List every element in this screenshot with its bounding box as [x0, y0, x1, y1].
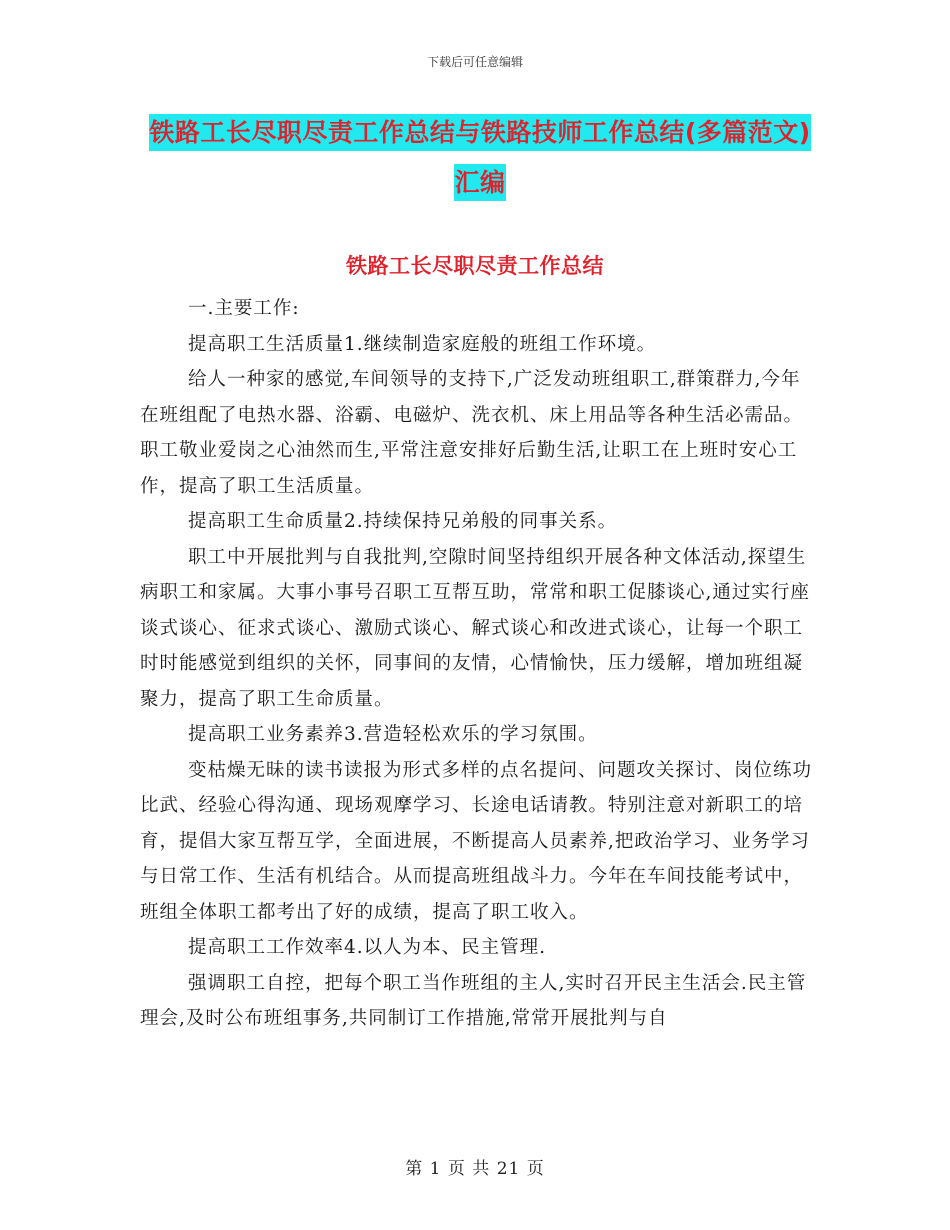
section-title: 铁路工长尽职尽责工作总结: [346, 254, 604, 278]
paragraph: 变枯燥无昧的读书读报为形式多样的点名提问、问题攻关探讨、岗位练功比武、经验心得沟通、现场观摩学习、长途电话请教。特别注意对新职工的培育，提倡大家互帮互学，全面进展，不断提高人员素养,把政治学习、业务学习与日常工作、生活有机结合。从而提高班组战斗力。今年在车间技能考试中，班组全体职工都考出了好的成绩，提高了职工收入。: [140, 759, 813, 923]
paragraph-heading: 一.主要工作:: [188, 298, 300, 319]
document-body: [140, 291, 812, 1037]
paragraph: 强调职工自控，把每个职工当作班组的主人,实时召开民主生活会.民主管理会,及时公布班组事务,共同制订工作措施,常常开展批判与自: [140, 972, 807, 1029]
paragraph: 提高职工工作效率4.以人为本、民主管理.: [188, 937, 547, 958]
paragraph: 提高职工业务素养3.营造轻松欢乐的学习氛围。: [188, 724, 598, 745]
page-number-footer: 第 1 页 共 21 页: [405, 1159, 545, 1179]
header-note: 下载后可任意编辑: [426, 55, 523, 69]
document-title-highlight: 铁路工长尽职尽责工作总结与铁路技师工作总结(多篇范文)汇编: [149, 114, 810, 201]
paragraph: 提高职工生活质量1.继续制造家庭般的班组工作环境。: [188, 333, 657, 355]
paragraph: 职工中开展批判与自我批判,空隙时间坚持组织开展各种文体活动,探望生病职工和家属。大事小事号召职工互帮互助，常常和职工促膝谈心,通过实行座谈式谈心、征求式谈心、激励式谈心、解式谈心和改进式谈心，让每一个职工时时能感觉到组织的关怀，同事间的友情，心情愉快，压力缓解，增加班组凝聚力，提高了职工生命质量。: [140, 546, 810, 710]
paragraph: 提高职工生命质量2.持续保持兄弟般的同事关系。: [188, 511, 618, 532]
document-title: [140, 108, 820, 208]
paragraph: 给人一种家的感觉,车间领导的支持下,广泛发动班组职工,群策群力,今年在班组配了电热水器、浴霸、电磁炉、洗衣机、床上用品等各种生活必需品。职工敬业爱岗之心油然而生,平常注意安排好后勤生活,让职工在上班时安心工作，提高了职工生活质量。: [140, 369, 804, 497]
